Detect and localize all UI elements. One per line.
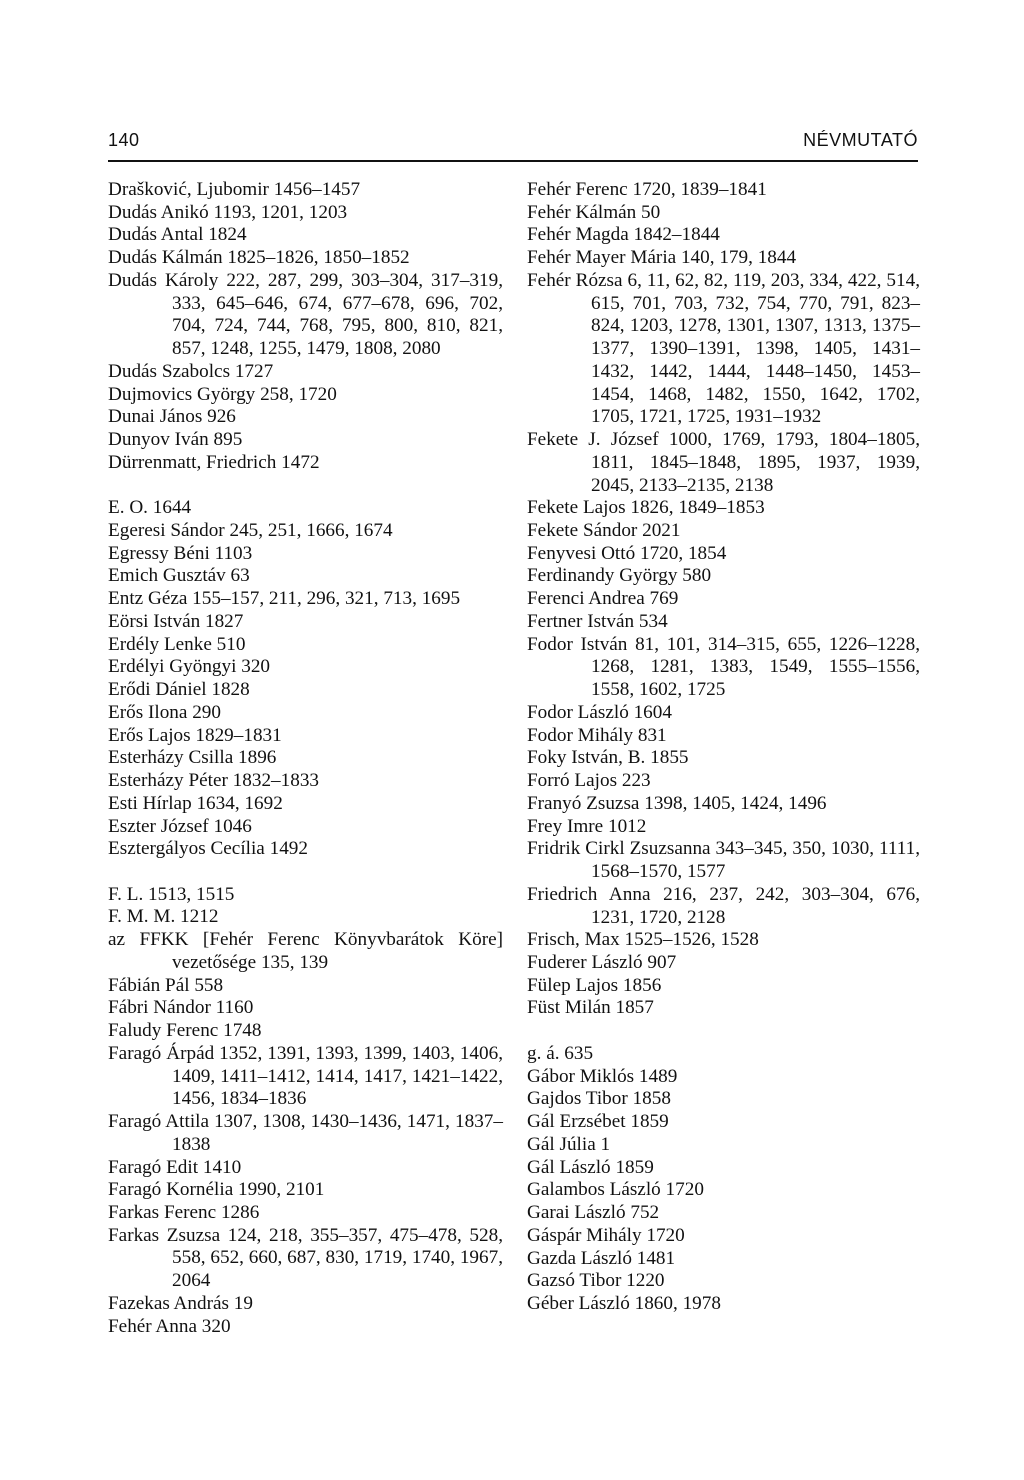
index-entry: Egeresi Sándor 245, 251, 1666, 1674 [108,520,393,541]
running-title: NÉVMUTATÓ [803,130,918,150]
index-entry: Ferenci Andrea 769 [527,588,679,610]
index-entry: Erdélyi Gyöngyi 320 [108,656,271,678]
index-entry: Frisch, Max 1525–1526, 1528 [527,929,759,951]
index-entry: Esterházy Csilla 1896 [108,747,277,769]
index-entry: Gajdos Tibor 1858 [527,1088,671,1110]
index-entry: Fodor István 81, 101, 314–315, 655, 1226–1228, 1268, 1281, 1383, 1549, 1555–1556, 1558, 1602, 1725 [527,633,920,701]
index-entry: Esterházy Péter 1832–1833 [108,770,320,792]
index-entry: Galambos László 1720 [527,1179,704,1201]
index-entry: Füst Milán 1857 [527,997,654,1019]
index-entry: Fehér Kálmán 50 [527,201,661,223]
index-entry: Fazekas András 19 [108,1292,253,1314]
index-entry: Dunai János 926 [108,406,236,428]
index-entry: Fodor Mihály 831 [527,724,667,746]
index-entry: Dujmovics György 258, 1720 [108,383,337,405]
index-entry: Fuderer László 907 [527,951,677,973]
index-entry: Ferdinandy György 580 [527,565,712,587]
index-entry: Dudás Szabolcs 1727 [108,360,274,382]
index-entry: Erős Lajos 1829–1831 [108,724,282,746]
index-entry: Dudás Károly 222, 287, 299, 303–304, 317–319, 333, 645–646, 674, 677–678, 696, 702, 704, 724, 744, 768, 795, 800, 810, 821, 857, 1248, 1255, 1479, 1808, 2080 [108,269,503,360]
left-column [108,179,503,1338]
index-entry: Friedrich Anna 216, 237, 242, 303–304, 676, 1231, 1720, 2128 [527,883,920,928]
index-entry: Gáspár Mihály 1720 [527,1224,685,1246]
index-entry: Fehér Ferenc 1720, 1839–1841 [527,179,767,200]
index-entry: Fülep Lajos 1856 [527,974,662,996]
index-entry: Gazda László 1481 [527,1247,676,1269]
index-entry: Faludy Ferenc 1748 [108,1020,262,1042]
index-entry: az FFKK [Fehér Ferenc Könyvbarátok Köre] vezetősége 135, 139 [108,929,503,973]
index-entry: Foky István, B. 1855 [527,747,689,769]
index-entry: Emich Gusztáv 63 [108,565,250,587]
index-entry: Gál Júlia 1 [527,1133,611,1155]
index-entry: g. á. 635 [527,1042,594,1064]
index-entry: Entz Géza 155–157, 211, 296, 321, 713, 1695 [108,588,461,610]
index-entry: Erős Ilona 290 [108,701,221,723]
index-entry: Fekete Sándor 2021 [527,520,681,542]
index-entry: Dunyov Iván 895 [108,429,243,451]
index-entry: F. L. 1513, 1515 [108,883,235,905]
index-entry: Faragó Árpád 1352, 1391, 1393, 1399, 1403, 1406, 1409, 1411–1412, 1414, 1417, 1421–1422, 1456, 1834–1836 [108,1042,503,1110]
index-entry: Franyó Zsuzsa 1398, 1405, 1424, 1496 [527,792,827,814]
index-entry: Gál Erzsébet 1859 [527,1111,669,1133]
index-entry: Eörsi István 1827 [108,610,244,632]
index-entry: Fodor László 1604 [527,701,672,723]
index-entry: Fehér Rózsa 6, 11, 62, 82, 119, 203, 334, 422, 514, 615, 701, 703, 732, 754, 770, 791, 823–824, 1203, 1278, 1301, 1307, 1313, 1375–1377, 1390–1391, 1398, 1405, 1431–1432, 1442, 1444, 1448–1450, 1453–1454, 1468, 1482, 1550, 1642, 1702, 1705, 1721, 1725, 1931–1932 [527,269,920,428]
index-entry: Dudás Antal 1824 [108,224,247,246]
index-entry: Géber László 1860, 1978 [527,1292,721,1314]
index-entry: Gazsó Tibor 1220 [527,1270,665,1292]
index-entry: Faragó Attila 1307, 1308, 1430–1436, 1471, 1837–1838 [108,1111,503,1155]
page-header [108,130,918,158]
index-entry: Erődi Dániel 1828 [108,679,250,701]
index-entry: Frey Imre 1012 [527,815,647,837]
header-rule [108,160,918,162]
index-entry: Esztergályos Cecília 1492 [108,838,308,860]
index-entry: Erdély Lenke 510 [108,633,246,655]
index-entry: Eszter József 1046 [108,815,252,837]
index-entry: Fertner István 534 [527,610,668,632]
index-entry: Drašković, Ljubomir 1456–1457 [108,179,361,200]
index-entry: Esti Hírlap 1634, 1692 [108,792,283,814]
index-entry: Faragó Kornélia 1990, 2101 [108,1179,325,1201]
index-entry: Fábri Nándor 1160 [108,997,254,1019]
index-entry: Forró Lajos 223 [527,770,651,792]
index-entry: Fekete Lajos 1826, 1849–1853 [527,497,765,519]
index-entry: E. O. 1644 [108,497,192,519]
index-entry: Garai László 752 [527,1202,660,1224]
page-number: 140 [108,130,140,150]
index-entry: Gábor Miklós 1489 [527,1065,678,1087]
index-entry: Fábián Pál 558 [108,974,224,996]
index-entry: Farkas Ferenc 1286 [108,1202,260,1224]
index-entry: Dudás Anikó 1193, 1201, 1203 [108,201,348,223]
index-entry: Faragó Edit 1410 [108,1156,242,1178]
index-entry: Farkas Zsuzsa 124, 218, 355–357, 475–478, 528, 558, 652, 660, 687, 830, 1719, 1740, 1967, 2064 [108,1224,503,1292]
index-entry: Egressy Béni 1103 [108,542,253,564]
index-entry: Fridrik Cirkl Zsuzsanna 343–345, 350, 1030, 1111, 1568–1570, 1577 [527,838,920,883]
index-entry: Fehér Mayer Mária 140, 179, 1844 [527,247,797,269]
right-column [527,179,920,1316]
index-entry: Fekete J. József 1000, 1769, 1793, 1804–1805, 1811, 1845–1848, 1895, 1937, 1939, 2045, 2133–2135, 2138 [527,429,920,496]
index-entry: Fehér Magda 1842–1844 [527,224,720,246]
index-entry: Dudás Kálmán 1825–1826, 1850–1852 [108,247,410,269]
index-entry: Fehér Anna 320 [108,1315,231,1337]
index-entry: Dürrenmatt, Friedrich 1472 [108,451,320,473]
index-entry: Gál László 1859 [527,1156,654,1178]
index-entry: F. M. M. 1212 [108,906,219,928]
index-entry: Fenyvesi Ottó 1720, 1854 [527,542,727,564]
